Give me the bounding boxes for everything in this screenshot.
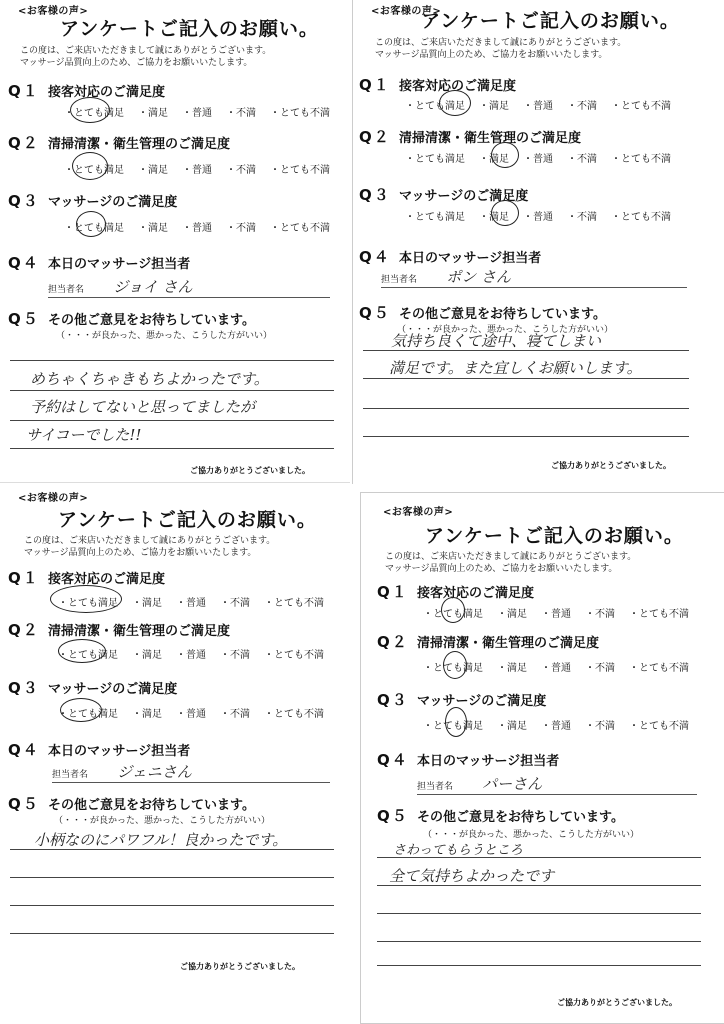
staff-label: 担当者名: [52, 770, 89, 780]
intro-line-2: マッサージ品質向上のため、ご協力をお願いいたします。: [375, 50, 608, 60]
comment-text: めちゃくちゃきもちよかったです。: [30, 370, 269, 388]
option-very-satisfied[interactable]: ・とても満足: [405, 154, 465, 165]
q1-number: Q１: [8, 82, 40, 100]
staff-name: パーさん: [482, 775, 543, 793]
option-satisfied[interactable]: ・満足: [138, 165, 168, 176]
option-very-dissatisfied[interactable]: ・とても不満: [270, 108, 330, 119]
option-very-satisfied[interactable]: ・とても満足: [423, 663, 483, 674]
option-very-dissatisfied[interactable]: ・とても不満: [270, 223, 330, 234]
thanks-text: ご協力ありがとうございました。: [180, 962, 300, 971]
question-4: [359, 246, 541, 267]
staff-label: 担当者名: [48, 285, 85, 295]
option-satisfied[interactable]: ・満足: [497, 663, 527, 674]
comment-line: [363, 408, 689, 409]
comment-text: 満足です。また宜しくお願いします。: [389, 359, 642, 377]
option-very-satisfied[interactable]: ・とても満足: [405, 101, 465, 112]
comment-text: 気持ち良くて途中、寝てしまい: [391, 332, 602, 350]
intro-line-2: マッサージ品質向上のため、ご協力をお願いいたします。: [24, 548, 257, 558]
q1-text: 接客対応のご満足度: [417, 586, 535, 601]
q4-text: 本日のマッサージ担当者: [399, 251, 542, 266]
q3-options: [405, 208, 685, 223]
comment-line: [10, 877, 334, 878]
question-2: [359, 126, 581, 147]
question-5: [359, 302, 606, 323]
question-3: [377, 689, 546, 710]
q4-number: Q４: [8, 254, 40, 272]
q4-text: 本日のマッサージ担当者: [417, 754, 560, 769]
option-dissatisfied[interactable]: ・不満: [567, 154, 597, 165]
option-normal[interactable]: ・普通: [182, 108, 212, 119]
option-very-dissatisfied[interactable]: ・とても不満: [264, 598, 324, 609]
q2-options: [405, 150, 685, 165]
form-title: アンケートご記入のお願い。: [425, 525, 684, 547]
staff-name-field[interactable]: [381, 266, 687, 288]
q5-hint: （・・・が良かった、悪かった、こうした方がいい）: [397, 325, 614, 335]
option-normal[interactable]: ・普通: [541, 721, 571, 732]
q1-number: Q１: [359, 76, 391, 94]
q5-number: Q５: [8, 795, 40, 813]
q5-number: Q５: [8, 310, 40, 328]
q4-text: 本日のマッサージ担当者: [48, 257, 191, 272]
option-dissatisfied[interactable]: ・不満: [220, 598, 250, 609]
form-title: アンケートご記入のお願い。: [421, 10, 680, 32]
q5-text: その他ご意見をお待ちしています。: [48, 313, 255, 328]
option-very-dissatisfied[interactable]: ・とても不満: [270, 165, 330, 176]
option-normal[interactable]: ・普通: [176, 650, 206, 661]
question-2: [8, 619, 230, 640]
option-normal[interactable]: ・普通: [182, 165, 212, 176]
q3-text: マッサージのご満足度: [417, 694, 547, 709]
survey-card-3: [0, 482, 350, 1024]
q4-number: Q４: [8, 741, 40, 759]
q5-hint: （・・・が良かった、悪かった、こうした方がいい）: [56, 331, 273, 341]
question-5: [8, 793, 255, 814]
q3-number: Q３: [8, 192, 40, 210]
option-very-satisfied[interactable]: ・とても満足: [423, 721, 483, 732]
option-dissatisfied[interactable]: ・不満: [585, 609, 615, 620]
q5-hint: （・・・が良かった、悪かった、こうした方がいい）: [423, 830, 640, 840]
comment-line: [10, 360, 334, 361]
q1-text: 接客対応のご満足度: [48, 572, 166, 587]
comment-text: 小柄なのにパワフル！良かったです。: [34, 831, 288, 849]
q4-number: Q４: [377, 751, 409, 769]
q3-text: マッサージのご満足度: [399, 189, 529, 204]
q2-number: Q２: [359, 128, 391, 146]
intro-line-2: マッサージ品質向上のため、ご協力をお願いいたします。: [385, 564, 618, 574]
question-4: [8, 252, 190, 273]
q3-answer-circle: [445, 707, 467, 737]
option-satisfied[interactable]: ・満足: [138, 108, 168, 119]
option-very-satisfied[interactable]: ・とても満足: [64, 223, 124, 234]
option-normal[interactable]: ・普通: [176, 709, 206, 720]
option-very-dissatisfied[interactable]: ・とても不満: [611, 101, 671, 112]
option-dissatisfied[interactable]: ・不満: [567, 101, 597, 112]
q2-answer-circle: [443, 651, 467, 679]
intro-line-2: マッサージ品質向上のため、ご協力をお願いいたします。: [20, 58, 253, 68]
option-very-dissatisfied[interactable]: ・とても不満: [629, 721, 689, 732]
q2-text: 清掃清潔・衛生管理のご満足度: [417, 636, 600, 651]
q4-number: Q４: [359, 248, 391, 266]
staff-label: 担当者名: [381, 275, 418, 285]
question-3: [8, 677, 177, 698]
q5-hint: （・・・が良かった、悪かった、こうした方がいい）: [54, 816, 271, 826]
q3-number: Q３: [377, 691, 409, 709]
staff-name: ポン さん: [446, 268, 511, 286]
option-satisfied[interactable]: ・満足: [479, 212, 509, 223]
staff-label: 担当者名: [417, 782, 454, 792]
q3-number: Q３: [8, 679, 40, 697]
option-satisfied[interactable]: ・満足: [479, 154, 509, 165]
q2-number: Q２: [8, 134, 40, 152]
option-satisfied[interactable]: ・満足: [497, 609, 527, 620]
question-4: [8, 739, 190, 760]
comment-line: [363, 436, 689, 437]
option-dissatisfied[interactable]: ・不満: [567, 212, 597, 223]
option-normal[interactable]: ・普通: [541, 609, 571, 620]
form-title: アンケートご記入のお願い。: [60, 18, 319, 40]
option-very-dissatisfied[interactable]: ・とても不満: [611, 154, 671, 165]
comment-line: [10, 390, 334, 391]
q5-text: その他ご意見をお待ちしています。: [48, 798, 255, 813]
q3-answer-circle: [491, 200, 519, 226]
question-1: [359, 74, 516, 95]
option-satisfied[interactable]: ・満足: [497, 721, 527, 732]
option-satisfied[interactable]: ・満足: [132, 709, 162, 720]
comment-text: サイコーでした!!: [26, 426, 142, 444]
thanks-text: ご協力ありがとうございました。: [551, 461, 671, 470]
intro-line-1: この度は、ご来店いただきまして誠にありがとうございます。: [385, 552, 637, 562]
option-normal[interactable]: ・普通: [176, 598, 206, 609]
voice-label: <お客様の声>: [18, 493, 89, 504]
option-normal[interactable]: ・普通: [523, 154, 553, 165]
option-very-satisfied[interactable]: ・とても満足: [58, 598, 118, 609]
option-very-satisfied[interactable]: ・とても満足: [64, 165, 124, 176]
q3-text: マッサージのご満足度: [48, 195, 178, 210]
option-normal[interactable]: ・普通: [523, 212, 553, 223]
option-dissatisfied[interactable]: ・不満: [585, 721, 615, 732]
form-title: アンケートご記入のお願い。: [58, 509, 317, 531]
comment-text: さわってもらうところ: [393, 843, 523, 858]
option-dissatisfied[interactable]: ・不満: [226, 223, 256, 234]
q3-number: Q３: [359, 186, 391, 204]
option-very-satisfied[interactable]: ・とても満足: [58, 709, 118, 720]
staff-name: ジェニさん: [117, 763, 192, 781]
voice-label: <お客様の声>: [383, 507, 454, 518]
comment-line: [377, 941, 701, 942]
option-very-dissatisfied[interactable]: ・とても不満: [264, 650, 324, 661]
option-satisfied[interactable]: ・満足: [132, 598, 162, 609]
option-dissatisfied[interactable]: ・不満: [226, 108, 256, 119]
voice-label: <お客様の声>: [18, 6, 89, 17]
option-dissatisfied[interactable]: ・不満: [220, 650, 250, 661]
q1-number: Q１: [377, 583, 409, 601]
staff-name-field[interactable]: [48, 276, 330, 298]
comment-line: [377, 913, 701, 914]
q5-number: Q５: [377, 807, 409, 825]
staff-name-field[interactable]: [417, 773, 697, 795]
staff-name-field[interactable]: [52, 761, 330, 783]
question-2: [377, 631, 599, 652]
q5-text: その他ご意見をお待ちしています。: [399, 307, 606, 322]
intro-line-1: この度は、ご来店いただきまして誠にありがとうございます。: [375, 38, 627, 48]
comment-line: [10, 420, 334, 421]
q2-number: Q２: [8, 621, 40, 639]
q1-answer-circle: [439, 90, 471, 116]
q3-text: マッサージのご満足度: [48, 682, 178, 697]
option-satisfied[interactable]: ・満足: [138, 223, 168, 234]
question-5: [377, 805, 624, 826]
question-2: [8, 132, 230, 153]
survey-card-1: [0, 0, 348, 478]
option-very-satisfied[interactable]: ・とても満足: [58, 650, 118, 661]
q1-answer-circle: [70, 97, 110, 123]
option-normal[interactable]: ・普通: [523, 101, 553, 112]
q3-options: [64, 219, 344, 234]
option-normal[interactable]: ・普通: [541, 663, 571, 674]
thanks-text: ご協力ありがとうございました。: [190, 466, 310, 475]
option-very-dissatisfied[interactable]: ・とても不満: [264, 709, 324, 720]
q4-text: 本日のマッサージ担当者: [48, 744, 191, 759]
thanks-text: ご協力ありがとうございました。: [557, 998, 677, 1007]
option-very-satisfied[interactable]: ・とても満足: [64, 108, 124, 119]
comment-line: [10, 448, 334, 449]
q3-answer-circle: [76, 211, 106, 237]
q1-answer-circle: [441, 597, 465, 623]
question-4: [377, 749, 559, 770]
q2-text: 清掃清潔・衛生管理のご満足度: [48, 137, 231, 152]
q2-answer-circle: [491, 142, 519, 168]
q1-text: 接客対応のご満足度: [48, 85, 166, 100]
question-5: [8, 308, 255, 329]
option-dissatisfied[interactable]: ・不満: [226, 165, 256, 176]
q1-text: 接客対応のご満足度: [399, 79, 517, 94]
staff-name: ジョイ さん: [113, 278, 193, 296]
intro-line-1: この度は、ご来店いただきまして誠にありがとうございます。: [20, 46, 272, 56]
survey-card-4: [360, 492, 724, 1024]
comment-line: [10, 933, 334, 934]
q2-text: 清掃清潔・衛生管理のご満足度: [399, 131, 582, 146]
q2-answer-circle: [58, 639, 106, 663]
option-dissatisfied[interactable]: ・不満: [585, 663, 615, 674]
intro-line-1: この度は、ご来店いただきまして誠にありがとうございます。: [24, 536, 276, 546]
q1-number: Q１: [8, 569, 40, 587]
comment-text: 予約はしてないと思ってましたが: [30, 398, 256, 416]
comment-line: [377, 965, 701, 966]
q3-answer-circle: [60, 698, 102, 722]
option-very-satisfied[interactable]: ・とても満足: [405, 212, 465, 223]
voice-label: <お客様の声>: [371, 6, 442, 17]
option-very-dissatisfied[interactable]: ・とても不満: [629, 609, 689, 620]
q2-answer-circle: [72, 152, 108, 180]
q1-answer-circle: [50, 585, 122, 613]
survey-card-2: [352, 0, 724, 484]
option-dissatisfied[interactable]: ・不満: [220, 709, 250, 720]
option-very-satisfied[interactable]: ・とても満足: [423, 609, 483, 620]
option-satisfied[interactable]: ・満足: [479, 101, 509, 112]
comment-text: 全て気持ちよかったです: [389, 867, 555, 885]
q5-text: その他ご意見をお待ちしています。: [417, 810, 624, 825]
comment-line: [363, 378, 689, 379]
question-3: [8, 190, 177, 211]
option-satisfied[interactable]: ・満足: [132, 650, 162, 661]
q1-options: [423, 605, 703, 620]
option-very-dissatisfied[interactable]: ・とても不満: [611, 212, 671, 223]
q5-number: Q５: [359, 304, 391, 322]
q2-text: 清掃清潔・衛生管理のご満足度: [48, 624, 231, 639]
comment-line: [10, 905, 334, 906]
q2-number: Q２: [377, 633, 409, 651]
option-very-dissatisfied[interactable]: ・とても不満: [629, 663, 689, 674]
option-normal[interactable]: ・普通: [182, 223, 212, 234]
